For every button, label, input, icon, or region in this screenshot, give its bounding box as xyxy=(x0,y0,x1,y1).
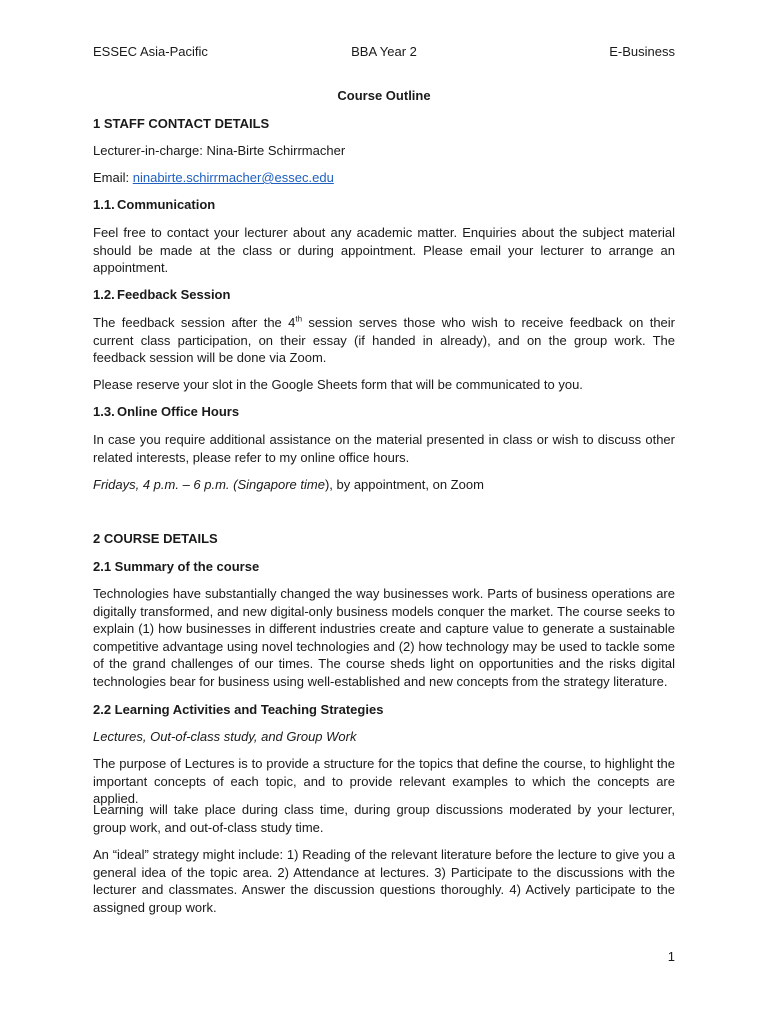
header-program: BBA Year 2 xyxy=(351,44,417,59)
email-label: Email: xyxy=(93,170,133,185)
learning-heading: 2.2 Learning Activities and Teaching Strategies xyxy=(93,702,384,717)
section-2-heading: 2 COURSE DETAILS xyxy=(93,531,218,546)
feedback-superscript: th xyxy=(295,314,303,324)
feedback-title: Feedback Session xyxy=(117,287,231,302)
strategy-paragraph: An “ideal” strategy might include: 1) Reading of the relevant literature before the lecture to give you a general idea of the topic area. 2) Attendance at lectures. 3) Participate to the discussions with the lecturer and classmates. Answer the discussion questions thoroughly. 4) Actively participate to the assigned group work. xyxy=(93,847,675,915)
office-hours-heading xyxy=(93,404,675,420)
feedback-text-end: session serves those who wish to receive feedback on their current class participation, on their essay (if handed in already), and on the group work. The feedback session will be done via Zoom. xyxy=(93,315,675,365)
office-hours-time-rest: ), by appointment, on Zoom xyxy=(324,477,484,492)
section-1-heading: 1 STAFF CONTACT DETAILS xyxy=(93,116,270,131)
communication-heading xyxy=(93,197,675,213)
summary-heading: 2.1 Summary of the course xyxy=(93,559,260,574)
page-number: 1 xyxy=(667,949,675,964)
summary-paragraph: Technologies have substantially changed the way businesses work. Parts of business operations are digitally transformed, and new digital-only business models conquer the market. The course seeks to explain (1) how businesses in different industries create and capture value to generate a sustainable competitive advantage using novel technologies and (2) how technology may be used to tackle some of the grand challenges of our times. The course sheds light on opportunities and the risks digital technologies bear for business using well-established and new concepts from the strategy literature. xyxy=(93,586,675,689)
communication-paragraph: Feel free to contact your lecturer about any academic matter. Enquiries about the subject material should be made at the class or during appointment. Please email your lecturer to arrange an appointment. xyxy=(93,225,675,275)
header-institution: ESSEC Asia-Pacific xyxy=(93,44,208,59)
header-course: E-Business xyxy=(609,44,675,59)
reserve-paragraph: Please reserve your slot in the Google Sheets form that will be communicated to you. xyxy=(93,377,583,392)
learning-paragraph: Learning will take place during class time, during group discussions moderated by your lecturer, group work, and out-of-class study time. xyxy=(93,802,675,835)
email-link[interactable]: ninabirte.schirrmacher@essec.edu xyxy=(132,170,334,185)
office-hours-paragraph: In case you require additional assistance on the material presented in class or wish to discuss other related interests, please refer to my online office hours. xyxy=(93,432,675,465)
lecturer-line: Lecturer-in-charge: Nina-Birte Schirrmacher xyxy=(93,143,346,158)
communication-number: 1.1. xyxy=(93,197,115,212)
purpose-paragraph: The purpose of Lectures is to provide a structure for the topics that define the course, to highlight the important concepts of each topic, and to provide relevant examples to which the concepts are applied. xyxy=(93,756,675,806)
communication-title: Communication xyxy=(117,197,216,212)
feedback-number: 1.2. xyxy=(93,287,115,302)
document-title: Course Outline xyxy=(337,88,431,103)
office-hours-title: Online Office Hours xyxy=(117,404,240,419)
feedback-text-start: The feedback session after the 4 xyxy=(93,315,296,330)
office-hours-time-italic: Fridays, 4 p.m. – 6 p.m. (Singapore time xyxy=(93,477,325,492)
learning-subheading: Lectures, Out-of-class study, and Group Work xyxy=(93,729,357,744)
office-hours-time xyxy=(93,477,675,493)
feedback-heading xyxy=(93,287,675,303)
email-line xyxy=(93,170,675,186)
office-hours-number: 1.3. xyxy=(93,404,115,419)
feedback-paragraph xyxy=(93,314,675,367)
